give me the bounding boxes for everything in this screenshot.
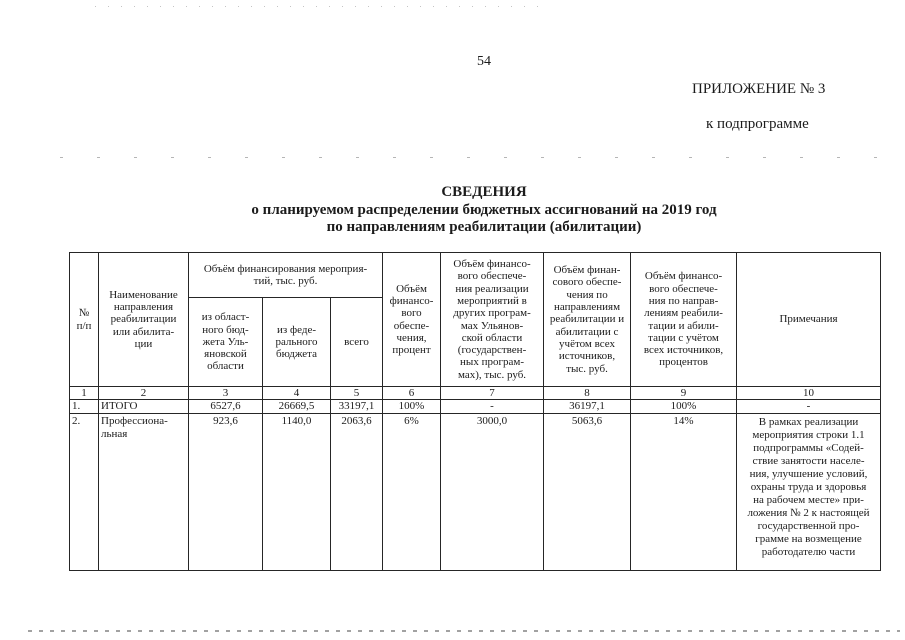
cell-num: 1. xyxy=(70,400,99,414)
header-percent: Объём финансо- вого обеспе- чения, процент xyxy=(383,253,441,387)
column-number: 6 xyxy=(383,387,441,400)
cell-name: ИТОГО xyxy=(99,400,189,414)
cell-federal: 1140,0 xyxy=(263,414,331,571)
page-number: 54 xyxy=(477,54,491,69)
table-row-total xyxy=(70,400,881,414)
header-funding-group: Объём финансирования мероприя- тий, тыс. руб. xyxy=(189,253,383,298)
scan-artifact-middle xyxy=(60,157,880,158)
cell-regional: 6527,6 xyxy=(189,400,263,414)
header-notes: Примечания xyxy=(737,253,881,387)
column-number: 5 xyxy=(331,387,383,400)
table-body xyxy=(70,253,881,571)
cell-name: Профессиона- льная xyxy=(99,414,189,571)
cell-all-sources-percent: 100% xyxy=(631,400,737,414)
cell-notes: - xyxy=(737,400,881,414)
table-row-professional xyxy=(70,414,881,571)
header-all-sources: Объём финан- сового обеспе- чения по направлениям реабилитации и абилитации с учётом всех источников, тыс. руб. xyxy=(544,253,631,387)
cell-percent: 100% xyxy=(383,400,441,414)
scan-artifact-bottom xyxy=(28,630,900,632)
column-number: 8 xyxy=(544,387,631,400)
cell-all-sources-percent: 14% xyxy=(631,414,737,571)
column-number: 1 xyxy=(70,387,99,400)
cell-federal: 26669,5 xyxy=(263,400,331,414)
header-all-sources-percent: Объём финансо- вого обеспече- ния по направ- лениям реабили- тации и абили- тации с учётом всех источников, процентов xyxy=(631,253,737,387)
header-total: всего xyxy=(331,298,383,387)
cell-total: 33197,1 xyxy=(331,400,383,414)
appendix-subtitle: к подпрограмме xyxy=(706,116,809,132)
heading-title: СВЕДЕНИЯ xyxy=(441,184,527,200)
heading-line-2: о планируемом распределении бюджетных ассигнований на 2019 год xyxy=(251,201,717,218)
cell-total: 2063,6 xyxy=(331,414,383,571)
column-number: 9 xyxy=(631,387,737,400)
scan-artifact-top xyxy=(95,6,545,7)
header-regional: из област- ного бюд- жета Уль- яновской области xyxy=(189,298,263,387)
heading-line-3: по направлениям реабилитации (абилитации) xyxy=(326,219,642,235)
header-row-1 xyxy=(70,253,881,298)
appendix-title: ПРИЛОЖЕНИЕ № 3 xyxy=(692,81,826,97)
cell-all-sources: 36197,1 xyxy=(544,400,631,414)
budget-allocation-table xyxy=(69,252,881,571)
column-number: 3 xyxy=(189,387,263,400)
column-number-row xyxy=(70,387,881,400)
column-number: 2 xyxy=(99,387,189,400)
cell-notes: В рамках реализации мероприятия строки 1.1 подпрограммы «Содей- ствие занятости населе- ния, улучшение условий, охраны труда и здоровья на рабочем месте» при- ложения № 2 к настоящей государственной про- грамме на возмещение работодателю части xyxy=(737,414,881,571)
header-other-programs: Объём финансо- вого обеспече- ния реализации мероприятий в других програм- мах Ульянов- ской области (государствен- ных програм- мах), тыс. руб. xyxy=(441,253,544,387)
header-num: № п/п xyxy=(70,253,99,387)
cell-num: 2. xyxy=(70,414,99,571)
header-federal: из феде- рального бюджета xyxy=(263,298,331,387)
document-heading xyxy=(84,184,884,237)
column-number: 10 xyxy=(737,387,881,400)
cell-other-programs: - xyxy=(441,400,544,414)
cell-regional: 923,6 xyxy=(189,414,263,571)
cell-percent: 6% xyxy=(383,414,441,571)
column-number: 4 xyxy=(263,387,331,400)
cell-all-sources: 5063,6 xyxy=(544,414,631,571)
column-number: 7 xyxy=(441,387,544,400)
header-name: Наименование направления реабилитации или абилита- ции xyxy=(99,253,189,387)
cell-other-programs: 3000,0 xyxy=(441,414,544,571)
